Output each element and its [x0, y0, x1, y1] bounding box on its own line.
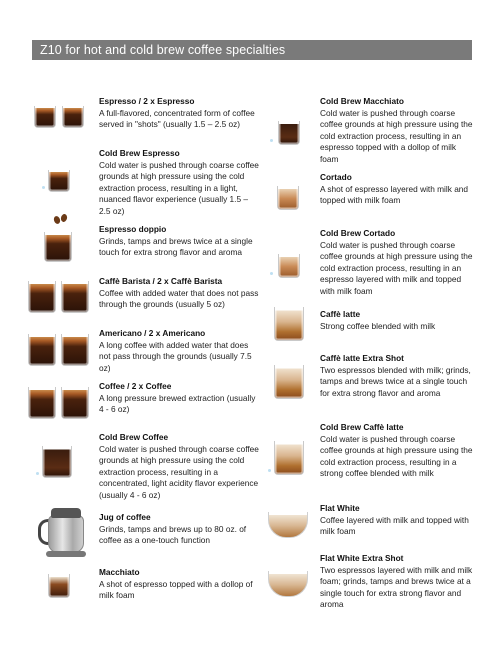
flat-white-bowl-icon	[266, 508, 310, 538]
item-desc: Coffee layered with milk and topped with milk foam	[320, 515, 469, 537]
item-desc: Cold water is pushed through coarse coffee grounds at high pressure using the cold extraction process, resulting in a light, nuanced flavor experience (usually 1.5 – 2.5 oz)	[99, 160, 259, 216]
list-item	[320, 309, 475, 332]
list-item	[320, 353, 475, 399]
item-desc: Cold water is pushed through coarse coffee grounds at high pressure using the cold extraction process, resulting in an espresso layered with milk and topped with milk foam	[320, 240, 473, 296]
macchiato-cup-icon	[46, 570, 72, 598]
list-item	[99, 512, 259, 547]
list-item	[320, 503, 475, 538]
item-title: Flat White	[320, 503, 360, 513]
espresso-doppio-icon	[42, 214, 74, 262]
latte-glass-icon	[268, 437, 308, 475]
item-desc: Two espressos blended with milk; grinds, tamps and brews twice at a single touch for extra strong flavor and aroma	[320, 365, 471, 398]
list-item	[99, 224, 259, 259]
item-title: Cold Brew Cortado	[320, 228, 396, 238]
macchiato-cup-icon	[270, 113, 306, 145]
list-item	[320, 422, 475, 480]
list-item	[99, 276, 259, 311]
item-desc: Coffee with added water that does not pass through the grounds (usually 5 oz)	[99, 288, 259, 310]
list-item	[320, 553, 475, 611]
list-item	[99, 96, 259, 131]
item-desc: A long pressure brewed extraction (usually 4 - 6 oz)	[99, 393, 256, 415]
item-title: Flat White Extra Shot	[320, 553, 404, 563]
list-item	[99, 328, 259, 374]
item-title: Caffè latte Extra Shot	[320, 353, 404, 363]
item-desc: A full-flavored, concentrated form of coffee served in "shots" (usually 1.5 – 2.5 oz)	[99, 108, 255, 130]
item-title: Coffee / 2 x Coffee	[99, 381, 172, 391]
item-desc: Two espressos layered with milk and milk foam; grinds, tamps and brews twice at a single touch for extra strong flavor and aroma	[320, 565, 473, 610]
item-desc: A long coffee with added water that does not pass through the grounds (usually 7.5 oz)	[99, 340, 252, 373]
item-title: Cortado	[320, 172, 352, 182]
two-coffee-cups-icon	[28, 277, 92, 313]
coffee-glass-icon	[40, 442, 76, 478]
latte-glass-icon	[272, 363, 306, 399]
item-title: Espresso / 2 x Espresso	[99, 96, 195, 106]
list-item	[99, 567, 259, 602]
item-desc: Grinds, tamps and brews up to 80 oz. of coffee as a one-touch function	[99, 524, 247, 546]
list-item	[99, 148, 259, 217]
two-coffee-cups-icon	[28, 330, 92, 366]
item-title: Americano / 2 x Americano	[99, 328, 206, 338]
espresso-cup-icon	[46, 166, 72, 192]
list-item	[320, 96, 475, 165]
item-desc: Cold water is pushed through coarse coffee grounds at high pressure using the cold extraction process, resulting in an espresso topped with a dollop of milk foam	[320, 108, 473, 164]
item-title: Cold Brew Caffè latte	[320, 422, 404, 432]
list-item	[320, 228, 475, 297]
cortado-cup-icon	[270, 248, 306, 278]
item-desc: Strong coffee blended with milk	[320, 321, 436, 331]
item-title: Cold Brew Espresso	[99, 148, 180, 158]
coffee-jug-icon	[38, 505, 90, 559]
cortado-cup-icon	[275, 182, 301, 210]
item-title: Macchiato	[99, 567, 140, 577]
latte-glass-icon	[272, 305, 306, 341]
item-desc: Grinds, tamps and brews twice at a single touch for extra strong flavor and aroma	[99, 236, 253, 258]
item-title: Caffè latte	[320, 309, 361, 319]
item-desc: A shot of espresso topped with a dollop of milk foam	[99, 579, 253, 601]
item-desc: A shot of espresso layered with milk and topped with milk foam	[320, 184, 469, 206]
two-espresso-cups-icon	[34, 100, 86, 128]
list-item	[99, 432, 259, 501]
item-title: Jug of coffee	[99, 512, 151, 522]
list-item	[99, 381, 259, 416]
item-desc: Cold water is pushed through coarse coffee grounds at high pressure using the cold extraction process, resulting in a strong coffee blended with milk	[320, 434, 473, 479]
two-coffee-cups-icon	[28, 383, 92, 419]
item-title: Cold Brew Coffee	[99, 432, 169, 442]
list-item	[320, 172, 475, 207]
page-title: Z10 for hot and cold brew coffee specialties	[32, 40, 472, 60]
item-title: Cold Brew Macchiato	[320, 96, 404, 106]
flat-white-bowl-icon	[266, 567, 310, 597]
item-title: Caffè Barista / 2 x Caffè Barista	[99, 276, 223, 286]
item-desc: Cold water is pushed through coarse coffee grounds at high pressure using the cold extraction process, resulting in a concentrated, light acidity flavor experience (usually 4 - 6 oz)	[99, 444, 259, 500]
item-title: Espresso doppio	[99, 224, 167, 234]
